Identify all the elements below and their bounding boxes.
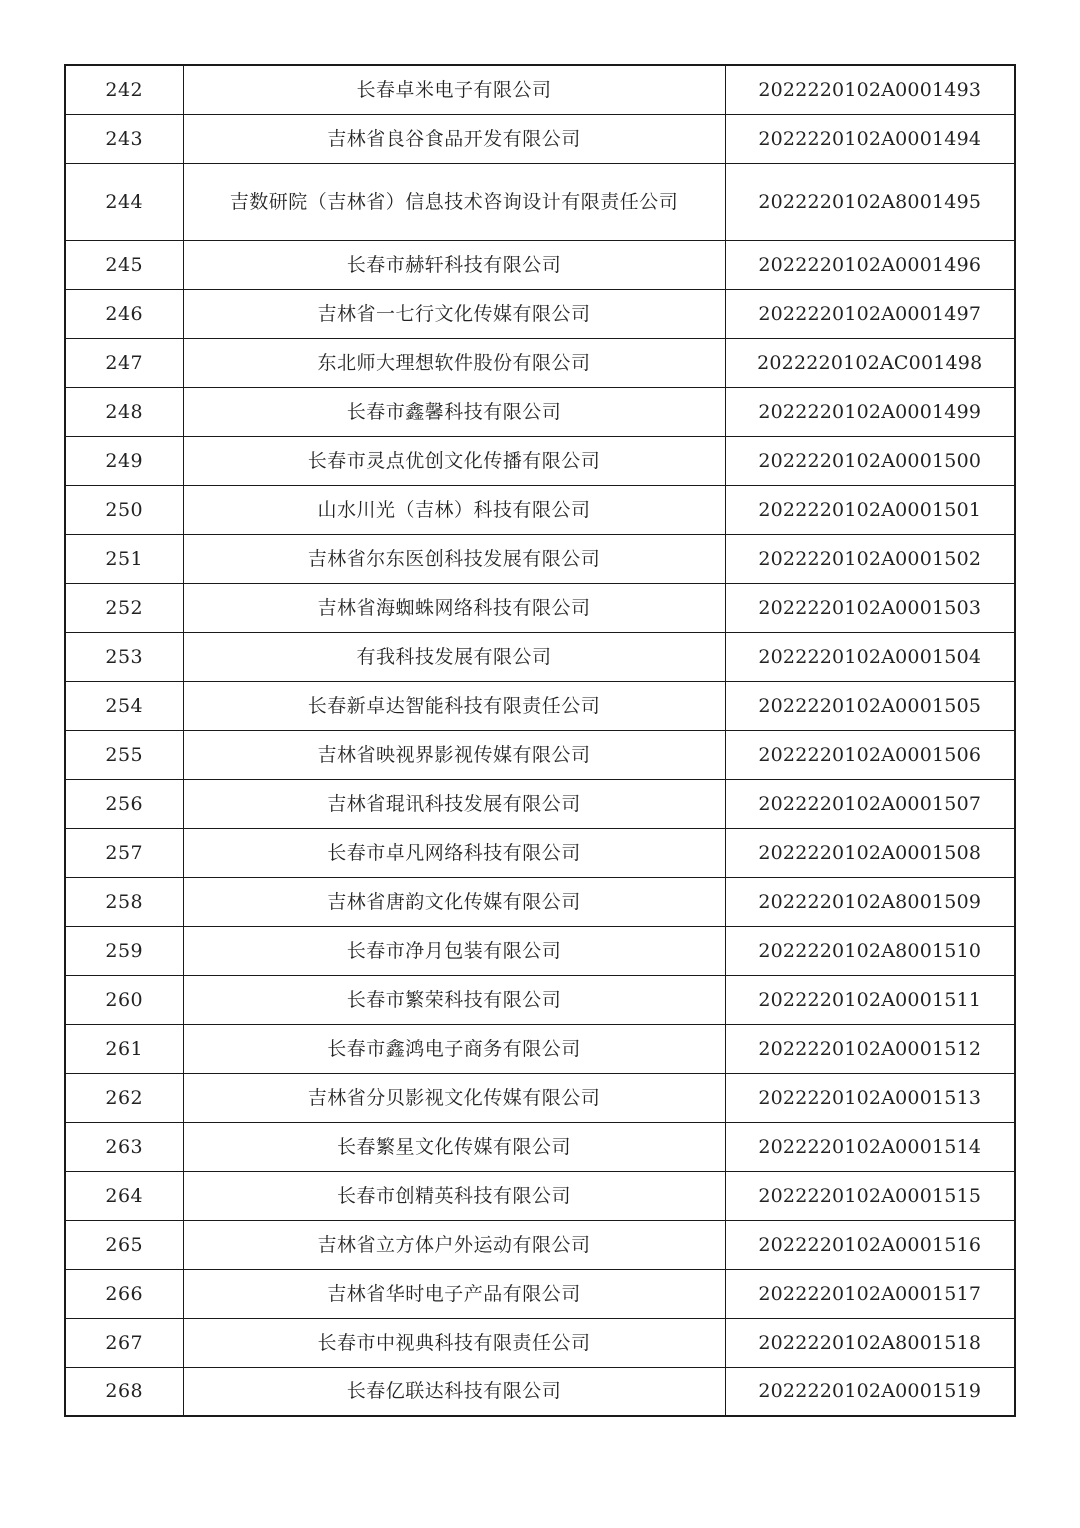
table-row xyxy=(65,240,1015,289)
row-number: 251 xyxy=(65,534,183,583)
company-name: 吉林省华时电子产品有限公司 xyxy=(183,1269,725,1318)
company-name: 有我科技发展有限公司 xyxy=(183,632,725,681)
registration-code: 2022220102A8001495 xyxy=(725,163,1015,240)
registration-code: 2022220102A8001518 xyxy=(725,1318,1015,1367)
table-row xyxy=(65,975,1015,1024)
registration-code: 2022220102A0001503 xyxy=(725,583,1015,632)
registration-code: 2022220102A0001505 xyxy=(725,681,1015,730)
row-number: 265 xyxy=(65,1220,183,1269)
table-row xyxy=(65,485,1015,534)
table-row xyxy=(65,114,1015,163)
table-row xyxy=(65,1122,1015,1171)
table-row xyxy=(65,163,1015,240)
registration-code: 2022220102A8001510 xyxy=(725,926,1015,975)
table-row xyxy=(65,289,1015,338)
registration-table xyxy=(64,64,1016,1417)
row-number: 248 xyxy=(65,387,183,436)
table-row xyxy=(65,583,1015,632)
registration-code: 2022220102A0001512 xyxy=(725,1024,1015,1073)
registration-code: 2022220102A0001504 xyxy=(725,632,1015,681)
registration-code: 2022220102A0001494 xyxy=(725,114,1015,163)
row-number: 247 xyxy=(65,338,183,387)
row-number: 256 xyxy=(65,779,183,828)
table-body xyxy=(65,65,1015,1416)
table-row xyxy=(65,1024,1015,1073)
table-row xyxy=(65,387,1015,436)
row-number: 263 xyxy=(65,1122,183,1171)
company-name: 吉林省海蜘蛛网络科技有限公司 xyxy=(183,583,725,632)
registration-code: 2022220102A0001519 xyxy=(725,1367,1015,1416)
row-number: 262 xyxy=(65,1073,183,1122)
table-row xyxy=(65,828,1015,877)
company-name: 长春市卓凡网络科技有限公司 xyxy=(183,828,725,877)
row-number: 254 xyxy=(65,681,183,730)
registration-code: 2022220102A0001511 xyxy=(725,975,1015,1024)
company-name: 吉林省映视界影视传媒有限公司 xyxy=(183,730,725,779)
row-number: 259 xyxy=(65,926,183,975)
row-number: 258 xyxy=(65,877,183,926)
row-number: 260 xyxy=(65,975,183,1024)
registration-code: 2022220102A0001496 xyxy=(725,240,1015,289)
company-name: 长春市繁荣科技有限公司 xyxy=(183,975,725,1024)
company-name: 吉数研院（吉林省）信息技术咨询设计有限责任公司 xyxy=(183,163,725,240)
registration-code: 2022220102A0001507 xyxy=(725,779,1015,828)
row-number: 267 xyxy=(65,1318,183,1367)
company-name: 长春市鑫馨科技有限公司 xyxy=(183,387,725,436)
company-name: 长春市净月包装有限公司 xyxy=(183,926,725,975)
row-number: 246 xyxy=(65,289,183,338)
company-name: 吉林省立方体户外运动有限公司 xyxy=(183,1220,725,1269)
table-row xyxy=(65,1318,1015,1367)
table-row xyxy=(65,730,1015,779)
company-name: 长春市灵点优创文化传播有限公司 xyxy=(183,436,725,485)
registration-code: 2022220102A0001514 xyxy=(725,1122,1015,1171)
company-name: 长春新卓达智能科技有限责任公司 xyxy=(183,681,725,730)
company-name: 长春卓米电子有限公司 xyxy=(183,65,725,114)
table-row xyxy=(65,65,1015,114)
table-row xyxy=(65,338,1015,387)
table-row xyxy=(65,877,1015,926)
row-number: 264 xyxy=(65,1171,183,1220)
row-number: 244 xyxy=(65,163,183,240)
table-row xyxy=(65,534,1015,583)
company-name: 长春亿联达科技有限公司 xyxy=(183,1367,725,1416)
company-name: 吉林省唐韵文化传媒有限公司 xyxy=(183,877,725,926)
row-number: 253 xyxy=(65,632,183,681)
registration-code: 2022220102A0001516 xyxy=(725,1220,1015,1269)
registration-code: 2022220102A0001506 xyxy=(725,730,1015,779)
table-row xyxy=(65,1073,1015,1122)
row-number: 266 xyxy=(65,1269,183,1318)
registration-code: 2022220102A0001499 xyxy=(725,387,1015,436)
registration-code: 2022220102A0001515 xyxy=(725,1171,1015,1220)
company-name: 长春繁星文化传媒有限公司 xyxy=(183,1122,725,1171)
company-name: 长春市中视典科技有限责任公司 xyxy=(183,1318,725,1367)
table-row xyxy=(65,1367,1015,1416)
company-name: 吉林省一七行文化传媒有限公司 xyxy=(183,289,725,338)
company-name: 吉林省分贝影视文化传媒有限公司 xyxy=(183,1073,725,1122)
registration-code: 2022220102A0001500 xyxy=(725,436,1015,485)
registration-code: 2022220102A8001509 xyxy=(725,877,1015,926)
table-row xyxy=(65,436,1015,485)
company-name: 东北师大理想软件股份有限公司 xyxy=(183,338,725,387)
row-number: 261 xyxy=(65,1024,183,1073)
registration-code: 2022220102A0001501 xyxy=(725,485,1015,534)
registration-code: 2022220102A0001513 xyxy=(725,1073,1015,1122)
table-row xyxy=(65,926,1015,975)
row-number: 242 xyxy=(65,65,183,114)
company-name: 长春市鑫鸿电子商务有限公司 xyxy=(183,1024,725,1073)
registration-code: 2022220102A0001493 xyxy=(725,65,1015,114)
company-name: 长春市赫轩科技有限公司 xyxy=(183,240,725,289)
row-number: 252 xyxy=(65,583,183,632)
row-number: 257 xyxy=(65,828,183,877)
table-row xyxy=(65,1269,1015,1318)
registration-code: 2022220102AC001498 xyxy=(725,338,1015,387)
registration-code: 2022220102A0001508 xyxy=(725,828,1015,877)
table-row xyxy=(65,632,1015,681)
company-name: 山水川光（吉林）科技有限公司 xyxy=(183,485,725,534)
company-name: 吉林省良谷食品开发有限公司 xyxy=(183,114,725,163)
table-row xyxy=(65,1171,1015,1220)
registration-code: 2022220102A0001497 xyxy=(725,289,1015,338)
row-number: 243 xyxy=(65,114,183,163)
company-name: 吉林省琨讯科技发展有限公司 xyxy=(183,779,725,828)
row-number: 250 xyxy=(65,485,183,534)
registration-code: 2022220102A0001517 xyxy=(725,1269,1015,1318)
table-row xyxy=(65,681,1015,730)
registration-code: 2022220102A0001502 xyxy=(725,534,1015,583)
row-number: 245 xyxy=(65,240,183,289)
row-number: 268 xyxy=(65,1367,183,1416)
row-number: 249 xyxy=(65,436,183,485)
table-row xyxy=(65,1220,1015,1269)
row-number: 255 xyxy=(65,730,183,779)
company-name: 吉林省尔东医创科技发展有限公司 xyxy=(183,534,725,583)
table-row xyxy=(65,779,1015,828)
company-name: 长春市创精英科技有限公司 xyxy=(183,1171,725,1220)
